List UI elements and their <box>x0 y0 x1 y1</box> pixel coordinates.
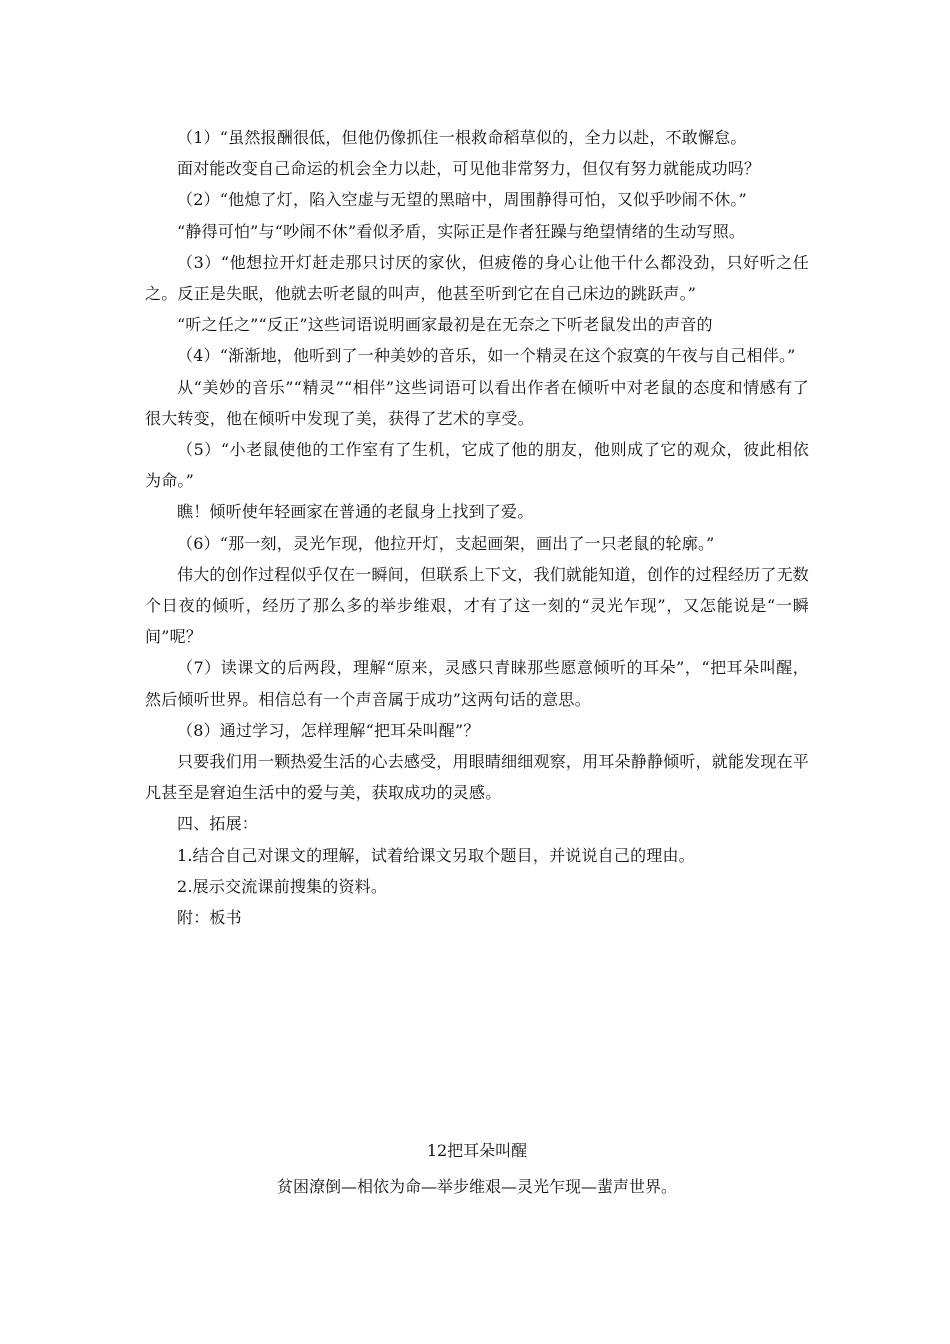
paragraph-a6: 伟大的创作过程似乎仅在一瞬间，但联系上下文，我们就能知道，创作的过程经历了无数个日夜的倾听，经历了那么多的举步维艰，才有了这一刻的“灵光乍现”，又怎能说是“一瞬间”呢？ <box>145 564 809 647</box>
extension-item-2: 2.展示交流课前搜集的资料。 <box>177 876 388 896</box>
paragraph-a8: 只要我们用一颗热爱生活的心去感受，用眼睛细细观察，用耳朵静静倾听，就能发现在平凡甚至是窘迫生活中的爱与美，获取成功的灵感。 <box>145 752 809 803</box>
board-summary-line: 贫困潦倒—相依为命—举步维艰—灵光乍现—蜚声世界。 <box>276 1177 677 1196</box>
paragraph-q8: （8）通过学习，怎样理解“把耳朵叫醒”？ <box>177 720 480 740</box>
paragraph-a1: 面对能改变自己命运的机会全力以赴，可见他非常努力，但仅有努力就能成功吗？ <box>177 159 761 179</box>
paragraph-a3: “听之任之”“反正”这些词语说明画家最初是在无奈之下听老鼠发出的声音的 <box>177 315 713 335</box>
paragraph-a4: 从“美妙的音乐”“精灵”“相伴”这些词语可以看出作者在倾听中对老鼠的态度和情感有了很大转变，他在倾听中发现了美，获得了艺术的享受。 <box>145 377 809 428</box>
paragraph-q4: （4）“渐渐地，他听到了一种美妙的音乐，如一个精灵在这个寂寞的午夜与自己相伴。” <box>177 346 796 366</box>
paragraph-a5: 瞧！倾听使年轻画家在普通的老鼠身上找到了爱。 <box>177 502 534 522</box>
paragraph-a2: “静得可怕”与“吵闹不休”看似矛盾，实际正是作者狂躁与绝望情绪的生动写照。 <box>177 221 746 241</box>
paragraph-q3: （3）“他想拉开灯赶走那只讨厌的家伙，但疲倦的身心让他干什么都没劲，只好听之任之。反正是失眠，他就去听老鼠的叫声，他甚至听到它在自己床边的跳跃声。” <box>145 252 809 304</box>
appendix-label: 附：板书 <box>177 908 242 928</box>
document-body <box>145 122 809 933</box>
paragraph-q6: （6）“那一刻，灵光乍现，他拉开灯，支起画架，画出了一只老鼠的轮廓。” <box>177 533 715 553</box>
board-title: 12把耳朵叫醒 <box>426 1141 528 1160</box>
extension-item-1: 1.结合自己对课文的理解，试着给课文另取个题目，并说说自己的理由。 <box>177 845 695 865</box>
paragraph-q7: （7）读课文的后两段，理解“原来，灵感只青睐那些愿意倾听的耳朵”，“把耳朵叫醒，然后倾听世界。相信总有一个声音属于成功”这两句话的意思。 <box>145 658 809 709</box>
paragraph-q1: （1）“虽然报酬很低，但他仍像抓住一根救命稻草似的，全力以赴，不敢懈怠。 <box>177 128 747 147</box>
paragraph-q2: （2）“他熄了灯，陷入空虚与无望的黑暗中，周围静得可怕，又似乎吵闹不休。” <box>177 190 747 210</box>
paragraph-q5: （5）“小老鼠使他的工作室有了生机，它成了他的朋友，他则成了它的观众，彼此相依为命。” <box>145 440 809 491</box>
section-heading-extension: 四、拓展： <box>177 814 259 834</box>
